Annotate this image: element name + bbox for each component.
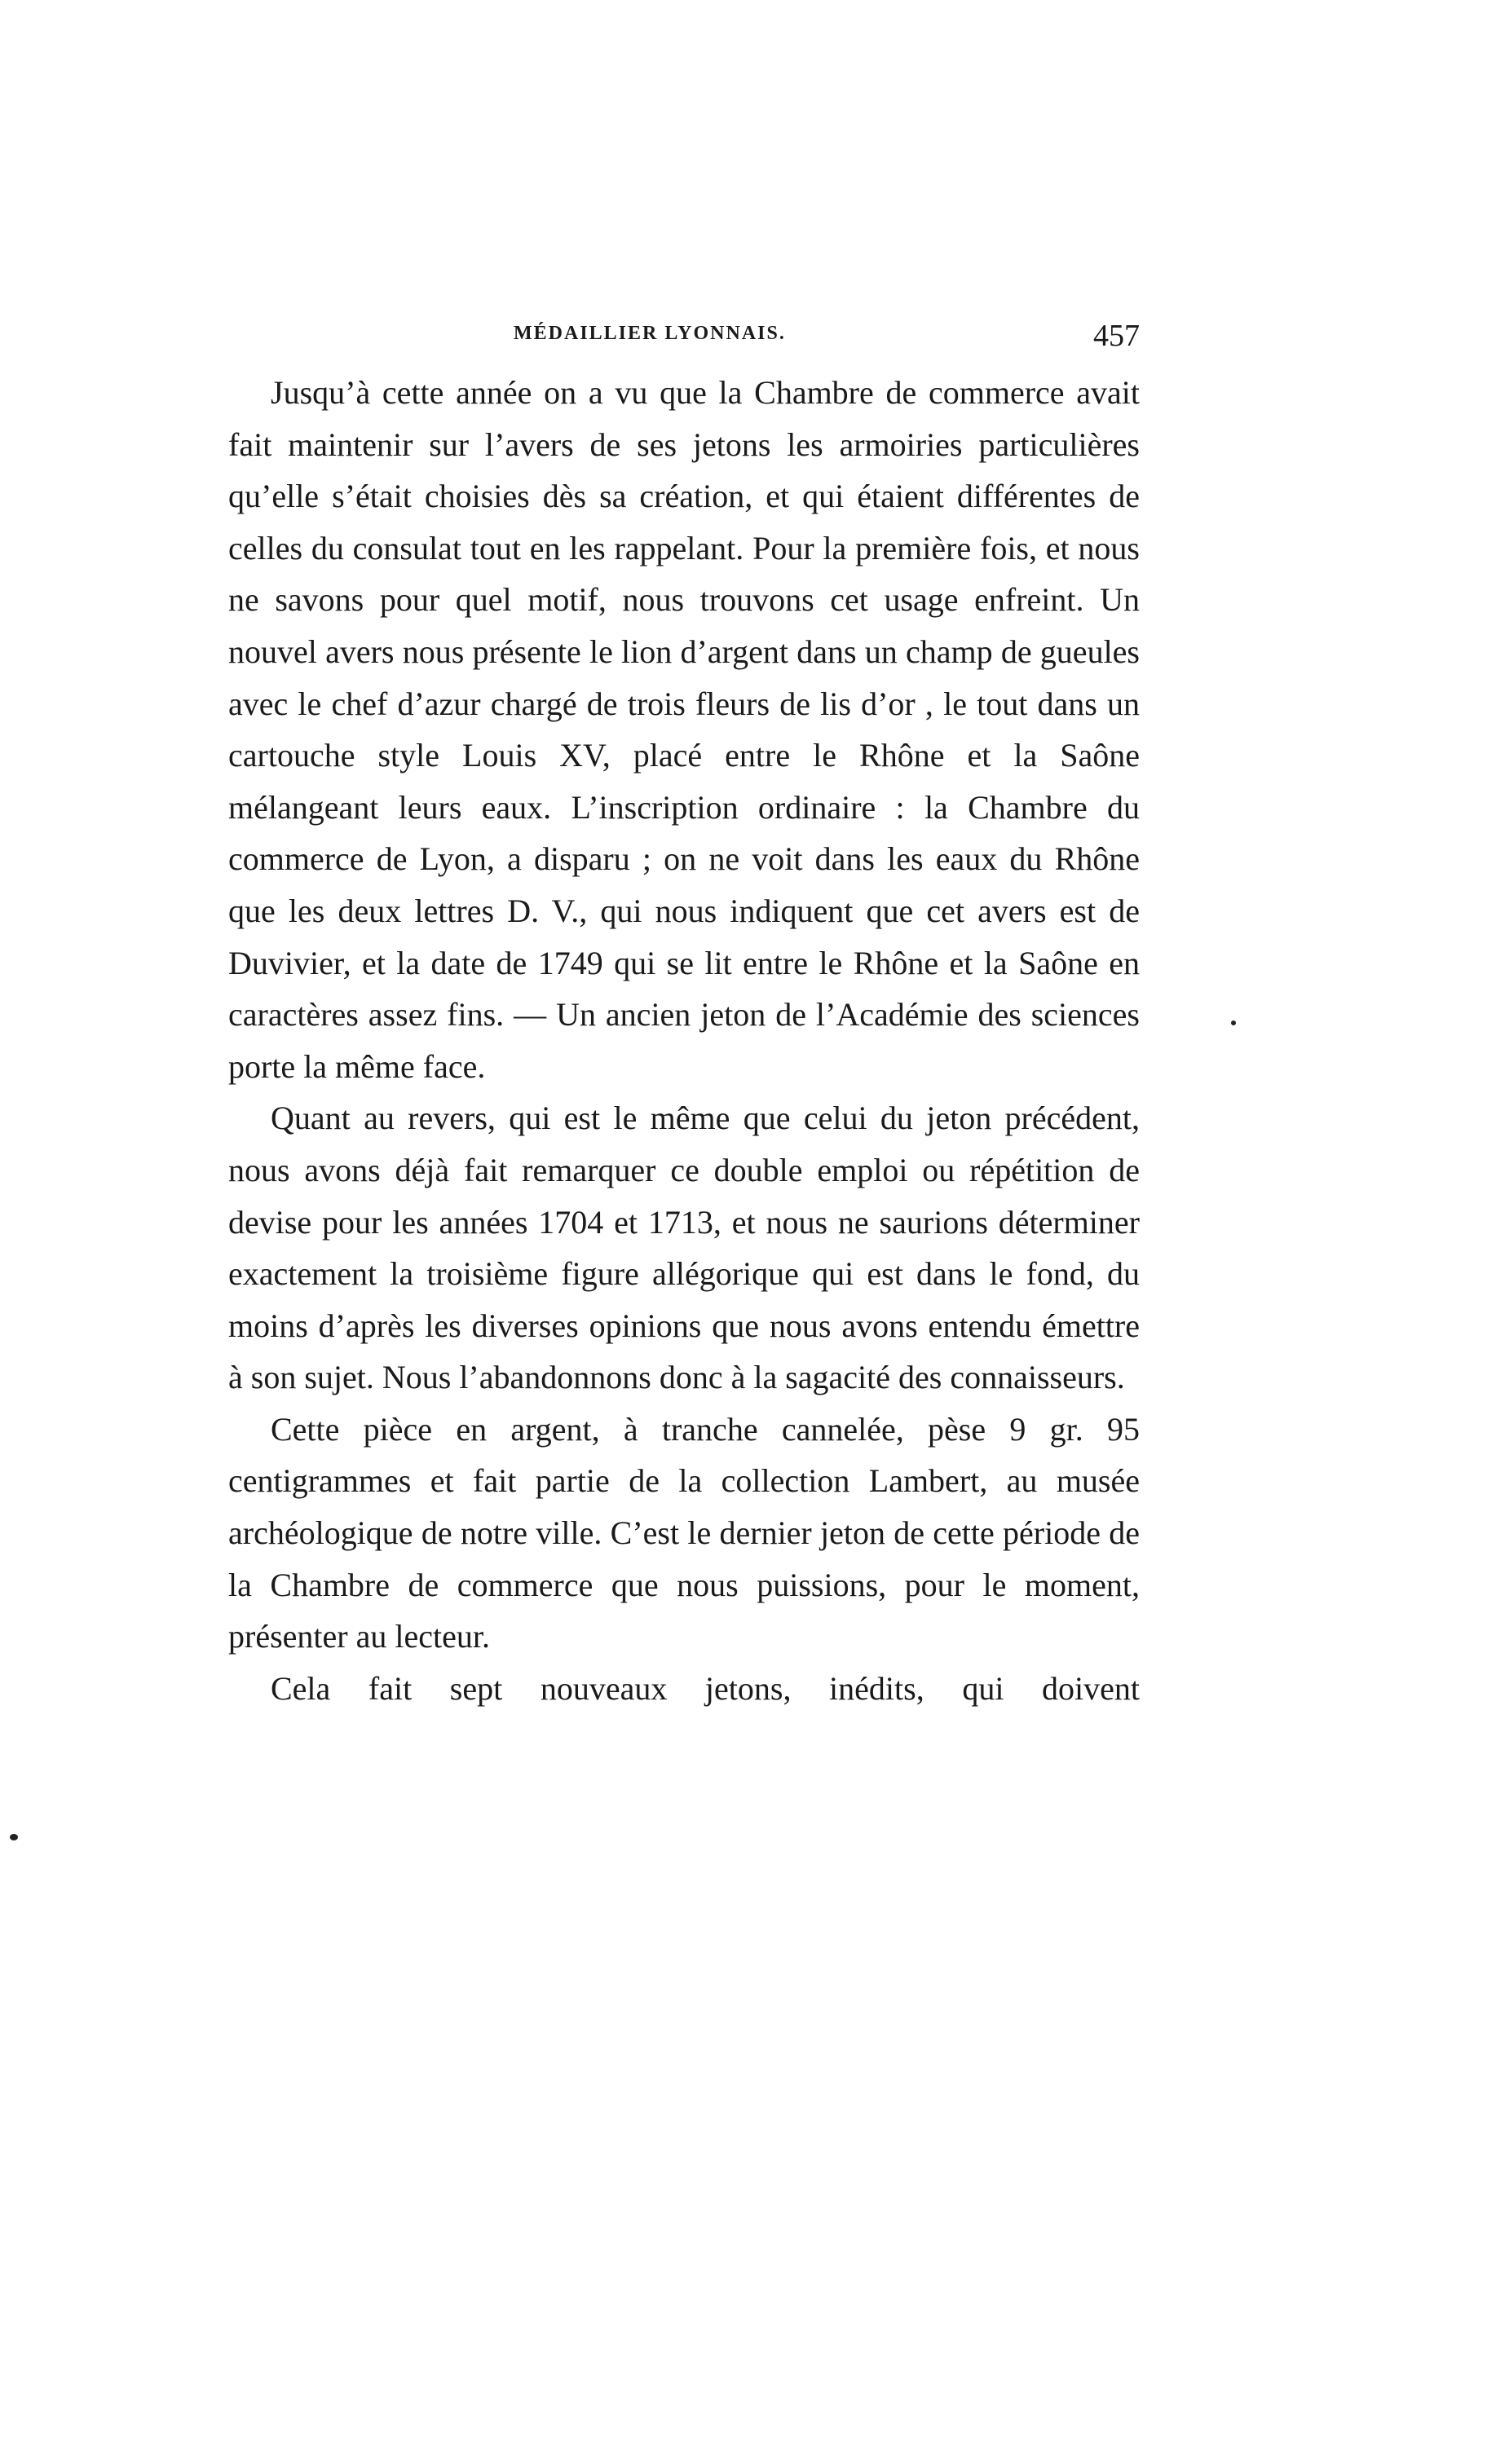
running-title: MÉDAILLIER LYONNAIS. xyxy=(514,323,786,344)
paragraph-1: Jusqu’à cette année on a vu que la Chambre de commerce avait fait maintenir sur l’avers de ses jetons les armoiries particulières qu’elle s’était choisies dès sa création, et qui étaient différentes de celles du consulat tout en les rappelant. Pour la première fois, et nous ne savons pour quel motif, nous trouvons cet usage enfreint. Un nouvel avers nous présente le lion d’argent dans un champ de gueules avec le chef d’azur chargé de trois fleurs de lis d’or , le tout dans un cartouche style Louis XV, placé entre le Rhône et la Saône mélangeant leurs eaux. L’inscription ordinaire : la Chambre du commerce de Lyon, a disparu ; on ne voit dans les eaux du Rhône que les deux lettres D. V., qui nous indiquent que cet avers est de Duvivier, et la date de 1749 qui se lit entre le Rhône et la Saône en caractères assez fins. — Un ancien jeton de l’Académie des sciences porte la même face. xyxy=(228,374,1140,1085)
paragraph-4: Cela fait sept nouveaux jetons, inédits, qui doivent xyxy=(271,1669,1140,1707)
ink-speck xyxy=(1231,1020,1236,1025)
page-number: 457 xyxy=(1093,319,1140,353)
page-body xyxy=(228,367,1140,1714)
paragraph-3: Cette pièce en argent, à tranche cannelée, pèse 9 gr. 95 centigrammes et fait partie de la collection Lambert, au musée archéologique de notre ville. C’est le dernier jeton de cette période de la Chambre de commerce que nous puissions, pour le moment, présenter au lecteur. xyxy=(228,1410,1140,1655)
running-head xyxy=(228,319,1140,355)
ink-speck xyxy=(10,1834,18,1840)
paragraph-2: Quant au revers, qui est le même que celui du jeton précédent, nous avons déjà fait remarquer ce double emploi ou répétition de devise pour les années 1704 et 1713, et nous ne saurions déterminer exactement la troisième figure allégorique qui est dans le fond, du moins d’après les diverses opinions que nous avons entendu émettre à son sujet. Nous l’abandonnons donc à la sagacité des connaisseurs. xyxy=(228,1100,1140,1396)
